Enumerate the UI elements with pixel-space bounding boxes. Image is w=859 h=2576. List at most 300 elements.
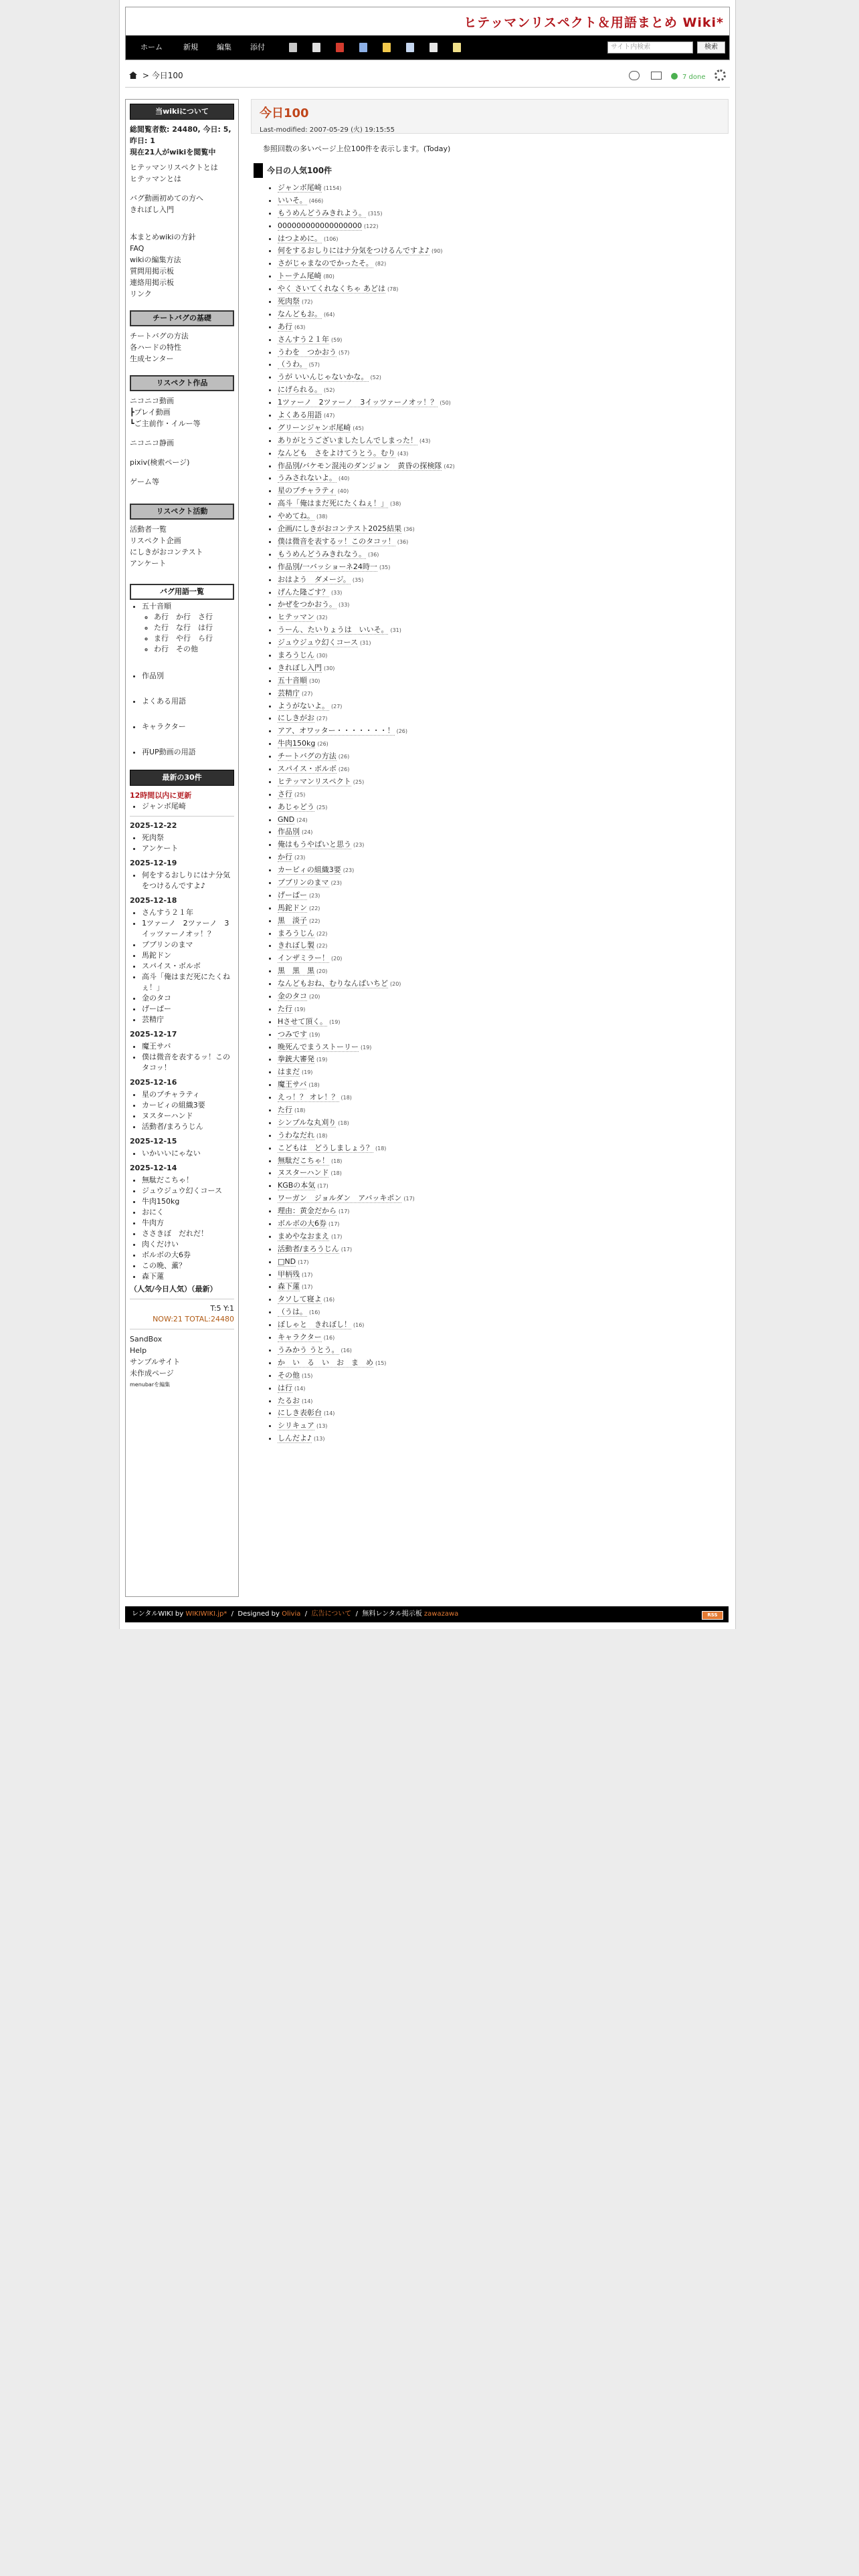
popular-link[interactable]: （うわ。 [278,360,307,369]
popular-link[interactable]: 馬鉈ドン [278,903,307,912]
popular-link[interactable]: 活動者/まろうじん [278,1244,339,1253]
popular-link[interactable]: 牛肉150kg [278,739,316,748]
popular-item [278,1104,729,1117]
menubar-link[interactable]: ニコニコ静画 [130,439,174,447]
popular-link[interactable]: 俺はもうやばいと思う [278,840,351,849]
follow-count[interactable]: 7 done [682,74,706,81]
popular-link[interactable]: なんどもお。 [278,309,322,318]
popular-count: (16) [323,1297,335,1303]
popular-item [278,1319,729,1331]
recent-item[interactable]: • ヌスターハンド [142,1111,234,1121]
menubar-link[interactable]: 未作成ページ [130,1369,174,1378]
popular-link[interactable]: 魔王サバ [278,1080,307,1089]
menubar-link[interactable]: リスペクト企画 [130,536,181,545]
recent-item[interactable]: • 1ツァーノ 2ツァーノ 3イッツァーノオッ！？ [142,918,234,940]
popular-link[interactable]: きれぼし製 [278,941,314,950]
home-icon[interactable] [129,72,137,79]
popular-link[interactable]: トーテム尾崎 [278,272,322,281]
popular-link[interactable]: た行 [278,1105,292,1115]
popular-link[interactable]: （うは。 [278,1307,307,1317]
popular-link[interactable]: ワーガン ジョルダン アバッキポン [278,1194,402,1203]
menubar-link[interactable]: 各ハードの特性 [130,343,181,352]
gear-icon[interactable] [714,70,726,81]
recent-item[interactable]: • おにく [142,1207,234,1218]
recent-item[interactable]: • 馬鉈ドン [142,950,234,961]
popular-item [278,700,729,713]
recent-item[interactable]: • 死肉祭 [142,833,234,843]
popular-link[interactable]: うーん、たいりょうは いいそ。 [278,625,389,635]
popular-item [278,1003,729,1016]
menubar-link[interactable]: ヒテッマンとは [130,175,181,183]
recent-item[interactable]: • スパイス・ボルボ [142,961,234,972]
menubar-link[interactable]: ┗ご主前作・イルー等 [130,419,201,428]
popular-item [278,498,729,510]
popular-item [278,460,729,473]
popular-item [278,409,729,422]
page-icon[interactable] [312,43,320,52]
popular-item [278,1281,729,1293]
popular-item [278,358,729,371]
menubar-link[interactable]: サンプルサイト [130,1358,181,1366]
copy-icon[interactable] [406,43,414,52]
popular-item [278,738,729,750]
popular-count: (57) [339,349,350,356]
menubar-link[interactable]: 本まとめwikiの方針 [130,233,196,241]
popular-item [278,611,729,624]
popular-item [278,574,729,586]
popular-item [278,1180,729,1192]
doc-icon[interactable] [453,43,461,52]
popular-link[interactable]: 理由：黄金だから [278,1206,337,1216]
popular-link[interactable]: 高斗「俺はまだ死にたくねぇ！」 [278,499,388,508]
popular-item [278,1142,729,1155]
popular-link[interactable]: にしきがお [278,714,314,723]
popular-link[interactable]: キャラクター [278,1333,322,1342]
activity-links [130,524,234,569]
popular-count: (18) [308,1082,320,1089]
popular-item [278,321,729,334]
popular-count: (17) [403,1196,415,1202]
popular-link[interactable]: うみかう うとう。 [278,1345,339,1354]
popular-count: (17) [302,1271,313,1278]
popular-link[interactable]: もうめんどうみきれよう。 [278,208,366,217]
popular-link[interactable]: こどもは どうしましょう？ [278,1143,373,1152]
popular-item [278,447,729,460]
popular-item [278,990,729,1003]
footer-brand-link[interactable]: WIKIWIKI.jp* [185,1610,227,1618]
recent-item[interactable]: • 牛肉150kg [142,1196,234,1207]
recent-date: 2025-12-22 [130,821,177,830]
popular-count: (15) [375,1360,387,1366]
popular-link[interactable]: やめてね。 [278,512,314,521]
popular-link[interactable]: 作品別 [278,827,300,837]
popular-count: (17) [339,1208,350,1215]
popular-link[interactable]: チートバグの方法 [278,752,337,761]
menubar-works-heading: リスペクト作品 [130,375,234,391]
popular-link[interactable]: かぜをつかおう。 [278,600,337,609]
mail-icon[interactable] [651,72,662,80]
menubar-link[interactable]: FAQ [130,244,145,253]
popular-link[interactable]: まろうじん [278,928,314,938]
popular-count: (25) [294,791,306,798]
popular-count: (40) [339,475,350,482]
popular-count: (19) [309,1031,320,1038]
popular-link[interactable]: はまだ [278,1067,300,1077]
popular-item [278,207,729,220]
popular-item [278,624,729,637]
popular-link[interactable]: は行 [278,1383,292,1392]
popular-link[interactable]: Hさせて頂く。 [278,1016,328,1026]
share-icon[interactable] [629,71,640,80]
tag-icon[interactable] [289,43,297,52]
recent-item[interactable]: • 牛肉方 [142,1218,234,1228]
popular-item [278,1256,729,1269]
popular-link[interactable]: えっ！？ オレ！？ [278,1093,339,1102]
menubar-link[interactable]: 活動者一覧 [130,525,167,534]
menubar-link[interactable]: アンケート [130,559,167,568]
popular-count: (13) [316,1423,328,1430]
popular-item [278,422,729,435]
search-button[interactable]: 検索 [697,41,725,53]
recent-item[interactable]: • 星のプチャラティ [142,1089,234,1100]
recent-list-3 [130,907,234,1025]
popular-count: (16) [309,1309,320,1316]
popular-link[interactable]: ジャンボ尾崎 [278,183,322,192]
site-footer: レンタルWIKI by WIKIWIKI.jp* / Designed by Olivia / 広告について / 無料レンタル掲示板 zawazawa RSS [125,1606,729,1622]
rss-icon[interactable]: RSS [702,1611,723,1620]
popular-link[interactable]: ぼしゃと きれぼし！ [278,1320,351,1329]
popular-link[interactable]: あ行 [278,322,292,331]
menubar-link[interactable]: Help [130,1346,147,1355]
popular-count: (17) [328,1221,340,1228]
popular-link[interactable]: 黒 淡子 [278,916,307,925]
counter-total: NOW:21 TOTAL:24480 [153,1315,234,1323]
popular-count: (18) [338,1119,349,1126]
popular-item [278,1053,729,1066]
site-title[interactable]: ヒテッマンリスペクト＆用語まとめ Wiki* [464,15,724,30]
popular-count: (26) [396,728,407,735]
popular-link[interactable]: よくある用語 [278,411,322,420]
recent-item[interactable]: • この晩、薫？ [142,1261,234,1271]
popular-link[interactable]: なんども さをよけてうとう。むり [278,448,395,457]
popular-item [278,839,729,851]
popular-link[interactable]: げーぱー [278,890,307,899]
popular-count: (43) [419,437,431,444]
popular-count: (16) [341,1347,352,1354]
popular-link[interactable]: ようがないよ。 [278,701,329,710]
popular-count: (18) [375,1145,387,1152]
nav-edit[interactable]: 編集 [217,43,231,51]
popular-count: (26) [338,754,350,760]
recent-item[interactable]: • 魔王サバ [142,1041,234,1052]
recent-item[interactable]: • 無駄だこちゃ！ [142,1175,234,1186]
popular-item [278,725,729,738]
popular-link[interactable]: ありがとうございましたしんでしまった！ [278,435,417,445]
popular-link[interactable]: しんだよ♪ [278,1434,312,1443]
popular-link[interactable]: 星のプチャラティ [278,486,336,496]
popular-link[interactable]: 1ツァーノ 2ツァーノ 3イッツァーノオッ！？ [278,398,438,407]
popular-link[interactable]: 五十音順 [278,675,307,685]
popular-link[interactable]: うが いいんじゃないかな。 [278,372,369,382]
recent-item[interactable]: • 高斗「俺はまだ死にたくねぇ！」 [142,972,234,993]
menubar-link[interactable]: リンク [130,290,152,298]
popular-link[interactable]: 晩死んでまうストーリー [278,1042,359,1051]
popular-link[interactable]: にげられる。 [278,385,322,395]
menubar-link[interactable]: ヒテッマンリスペクトとは [130,163,218,172]
follow-icon[interactable] [671,73,678,80]
footer-rental-label: レンタルWIKI by [132,1610,184,1618]
popular-link[interactable]: さがじゃまなのでかったそ。 [278,259,373,268]
popular-item [278,1370,729,1382]
menubar-link[interactable]: 質問用掲示板 [130,267,174,276]
menubar-link[interactable]: バグ動画初めての方へ [130,194,203,203]
popular-link[interactable]: シンプルな丸刈り [278,1117,337,1127]
popular-item [278,1382,729,1395]
search-input[interactable]: サイト内検索 [607,41,693,53]
popular-link[interactable]: はつよめに。 [278,233,322,243]
popular-link[interactable]: グリーンジャンボ尾崎 [278,423,351,432]
footer-designer-link[interactable]: Olivia [282,1610,301,1618]
popular-item [278,763,729,776]
last-modified: Last-modified: 2007-05-29 (火) 19:15:55 [260,126,395,134]
popular-link[interactable]: うわなだれ [278,1130,314,1140]
recent-item[interactable]: • げーぱー [142,1004,234,1014]
menubar-link[interactable]: ◦ あ行 か行 さ行 [154,612,234,623]
edit-icon[interactable] [383,43,391,52]
popular-link[interactable]: 無駄だこちゃ！ [278,1156,329,1165]
popular-link[interactable]: 作品別/バケモン混沌のダンジョン 黄昏の探検隊 [278,461,442,470]
popular-link[interactable]: ヒテッマンリスペクト [278,776,351,786]
popular-link[interactable]: 甲柄残 [278,1269,300,1279]
recent-item[interactable]: • カービィの組織3要 [142,1100,234,1111]
menubar-link[interactable]: ◦ ま行 や行 ら行 [154,633,234,644]
popular-link[interactable]: なんどもおね、むりなんばいちど [278,979,388,988]
popular-count: (57) [308,362,320,368]
popular-count: (17) [298,1259,309,1265]
popular-item [278,523,729,536]
popular-item [278,536,729,548]
footer-ad-link[interactable]: 広告について [311,1610,352,1618]
popular-count: (19) [316,1057,328,1063]
popular-link[interactable]: インザミラー！ [278,954,329,963]
popular-link[interactable]: たるお [278,1396,300,1405]
popular-count: (315) [368,210,383,217]
popular-item [278,851,729,864]
popular-count: (14) [294,1385,306,1392]
list-icon[interactable] [359,43,367,52]
popular-link[interactable]: ヒテッマン [278,613,314,622]
nav-attach[interactable]: 添付 [250,43,265,51]
popular-count: (27) [331,703,343,710]
menubar-link[interactable]: pixiv(検索ページ) [130,458,190,467]
menubar-link[interactable]: wikiの編集方法 [130,255,181,264]
popular-count: (22) [316,943,328,950]
popular-link[interactable]: プブリンのまマ [278,877,329,887]
popular-link[interactable]: アア、オワッター・・・・・・・！ [278,726,395,736]
edit-menubar-link[interactable]: menubarを編集 [130,1382,171,1388]
menubar-link[interactable]: ◦ た行 な行 は行 [154,623,234,633]
popular-link[interactable]: 000000000000000000 [278,221,362,230]
menubar-link[interactable]: • 再UP動画の用語 [142,747,234,758]
popular-item [278,889,729,902]
popular-count: (18) [330,1170,342,1177]
popular-link[interactable]: スパイス・ボルボ [278,764,337,773]
popular-link[interactable]: 金のタコ [278,992,307,1000]
popular-count: (16) [323,1335,335,1341]
menubar-link[interactable]: ◦ わ行 その他 [154,644,234,655]
menubar-link[interactable]: 生成センター [130,354,174,363]
popular-link[interactable]: 何をするおしりにはナ分気をつけるんですよ♪ [278,246,430,255]
popular-link[interactable]: あじゃどう [278,802,314,811]
popular-count: (82) [375,261,387,267]
recent-item[interactable]: • 芸精庁 [142,1014,234,1025]
popular-link[interactable]: タソして寝よ [278,1295,322,1304]
popular-item [278,195,729,207]
popular-link[interactable]: まろうじん [278,650,314,659]
popular-item [278,662,729,675]
popular-link[interactable]: 企画/にしきがおコンテスト2025結果 [278,524,402,534]
popular-link[interactable]: その他 [278,1370,300,1380]
popular-link[interactable]: か行 [278,853,292,862]
popular-item [278,1218,729,1230]
popular-item [278,485,729,498]
popular-count: (72) [302,299,313,306]
popular-item [278,902,729,915]
recent-item[interactable]: • さんすう２１年 [142,907,234,918]
recent-item[interactable]: • ジュウジュウ幻くコース [142,1186,234,1196]
nav-new[interactable]: 新規 [183,43,198,51]
popular-link[interactable]: おはよう ダメージ。 [278,574,351,584]
popular-count: (18) [341,1095,352,1101]
popular-count: (25) [353,778,365,785]
popular-count: (14) [302,1398,313,1404]
recent-date: 2025-12-18 [130,896,177,905]
popular-item [278,928,729,940]
recent-footer-links[interactable]: （人気/今日人気）（最新） [130,1285,217,1293]
popular-count: (17) [331,1233,343,1240]
menubar-link[interactable]: • キャラクター [142,722,234,732]
menubar-link[interactable]: にしきがおコンテスト [130,548,203,556]
recent-item[interactable]: • ジャンボ尾崎 [142,801,234,812]
popular-count: (19) [329,1018,341,1025]
popular-item [278,1269,729,1281]
popular-link[interactable]: つみです [278,1029,307,1039]
popular-link[interactable]: さんすう２１年 [278,334,329,344]
popular-count: (50) [440,400,451,407]
popular-item [278,599,729,611]
recent-item[interactable]: • ささきぼ だれだ！ [142,1228,234,1239]
popular-count: (18) [316,1132,328,1139]
popular-link[interactable]: KGBの本気 [278,1181,316,1190]
page-wrapper [119,0,736,1629]
popular-link[interactable]: た行 [278,1004,292,1013]
popular-link[interactable]: □ND [278,1257,296,1266]
popular-link[interactable]: ボルボの大6券 [278,1219,326,1228]
recent-item[interactable]: • 肉くだけい [142,1239,234,1250]
menubar-link[interactable]: • よくある用語 [142,696,234,707]
menubar-link[interactable]: 連絡用掲示板 [130,278,174,287]
menubar-activity-heading: リスペクト活動 [130,504,234,520]
popular-link[interactable]: ジュウジュウ幻くコース [278,638,359,647]
recent-item[interactable]: • 金のタコ [142,993,234,1004]
recent-item[interactable]: • 活動者/まろうじん [142,1121,234,1132]
recent-item[interactable]: • アンケート [142,843,234,854]
popular-item [278,384,729,397]
popular-link[interactable]: 芸精庁 [278,688,300,697]
popular-count: (52) [370,374,381,381]
nav-home[interactable]: ホーム [140,43,163,51]
breadcrumb-current: 今日100 [151,71,183,80]
popular-count: (47) [324,413,335,419]
popular-link[interactable]: 黒 黒 黒 [278,966,314,976]
popular-link[interactable]: シリキュア [278,1421,314,1430]
popular-item [278,978,729,990]
popular-link[interactable]: ヌスターハンド [278,1168,329,1178]
popular-count: (1154) [323,185,342,191]
popular-link[interactable]: うわを つかおう [278,347,337,356]
popular-item [278,435,729,447]
recent-item[interactable]: • いかいいにゃない [142,1148,234,1159]
menubar-link[interactable]: ニコニコ動画 [130,397,174,405]
popular-count: (33) [339,602,350,609]
popular-link[interactable]: 作品別/一バッショーネ24時一 [278,562,377,571]
works-links [130,395,234,488]
popular-link[interactable]: にしき表彰台 [278,1408,322,1418]
popular-link[interactable]: もうめんどうみきれなう。 [278,549,366,558]
popular-link[interactable]: いいそ。 [278,195,307,205]
popular-link[interactable]: GND [278,815,295,824]
popular-link[interactable]: カービィの組織3要 [278,865,341,875]
popular-link[interactable]: やく さいてくれなくちゃ あどは [278,284,385,294]
pdf-icon[interactable] [336,43,344,52]
footer-ad3-link[interactable]: zawazawa [423,1610,459,1618]
popular-link[interactable]: 死肉祭 [278,297,300,306]
recent-item[interactable]: • プブリンのまマ [142,940,234,950]
popular-count: (24) [302,829,313,836]
popular-item [278,1192,729,1205]
menubar-link[interactable]: ┣プレイ動画 [130,408,171,417]
menubar-link[interactable]: きれぼし入門 [130,205,174,214]
popular-item [278,472,729,485]
menubar-link[interactable]: SandBox [130,1335,163,1344]
popular-count: (20) [316,968,328,975]
popular-link[interactable]: きれぼし入門 [278,663,322,672]
popular-count: (78) [387,286,399,293]
menubar-link[interactable]: • 作品別 [142,671,234,681]
recent-item[interactable]: • 森下蓮 [142,1271,234,1282]
history-icon[interactable] [430,43,438,52]
recent-list-1 [130,833,234,854]
popular-link[interactable]: 森下蓮 [278,1282,300,1291]
popular-link[interactable]: うみされないよ。 [278,473,337,483]
popular-link[interactable]: 僕は微音を表するッ！このタコッ！ [278,536,395,546]
recent-item[interactable]: • 僕は微音を表するッ！このタコッ！ [142,1052,234,1073]
recent-item[interactable]: • 何をするおしりにはナ分気をつけるんですよ♪ [142,870,234,891]
popular-link[interactable]: か い る い お ま め [278,1358,373,1367]
popular-item [278,220,729,233]
popular-link[interactable]: げんた隆ごす？ [278,587,329,597]
popular-count: (22) [316,930,328,937]
popular-link[interactable]: さ行 [278,789,292,798]
popular-link[interactable]: 拳銃大審発 [278,1055,314,1064]
popular-item [278,510,729,523]
menubar-link[interactable]: • 五十音順 [142,601,234,612]
menubar-link[interactable]: チートバグの方法 [130,332,189,340]
popular-count: (35) [379,564,391,570]
recent-item[interactable]: • ボルボの大6券 [142,1250,234,1261]
popular-link[interactable]: まめやなおまえ [278,1231,329,1241]
menubar-link[interactable]: ゲーム等 [130,477,159,486]
